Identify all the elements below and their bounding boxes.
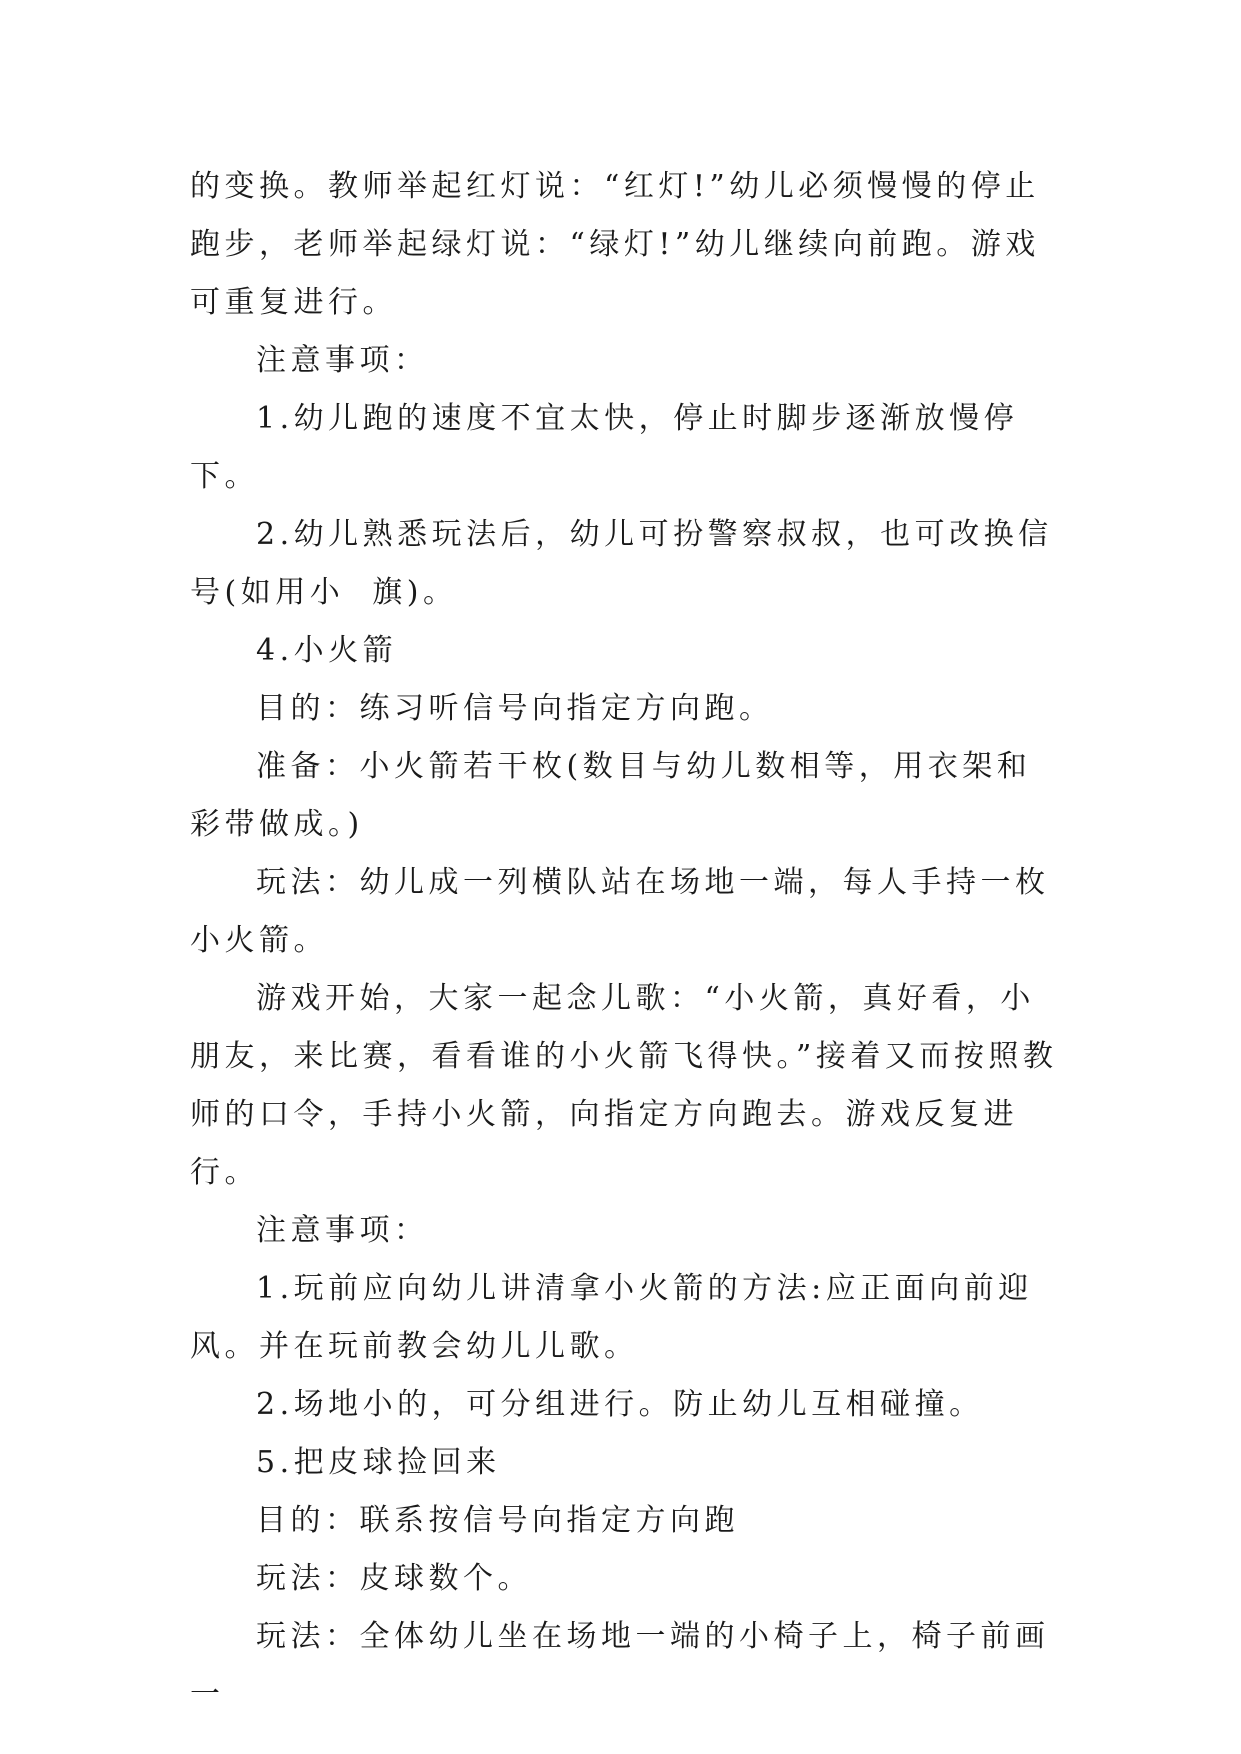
- paragraph: 目的：练习听信号向指定方向跑。: [256, 691, 774, 726]
- paragraph: 玩法：全体幼儿坐在场地一端的小椅子上，椅子前画一: [190, 1619, 1050, 1712]
- section-heading: 5.把皮球捡回来: [256, 1445, 501, 1480]
- note-item: 2.幼儿熟悉玩法后，幼儿可扮警察叔叔，也可改换信号(如用小 旗)。: [190, 517, 1053, 610]
- note-item: 1.幼儿跑的速度不宜太快，停止时脚步逐渐放慢停下。: [190, 401, 1019, 494]
- note-item: 2.场地小的，可分组进行。防止幼儿互相碰撞。: [256, 1387, 984, 1422]
- paragraph: 玩法：皮球数个。: [256, 1561, 532, 1596]
- section-heading: 4.小火箭: [256, 633, 398, 668]
- document-body: [190, 158, 1060, 1724]
- paragraph: 玩法：幼儿成一列横队站在场地一端，每人手持一枚小火箭。: [190, 865, 1050, 958]
- paragraph-continuation: 的变换。教师举起红灯说：“红灯!”幼儿必须慢慢的停止跑步，老师举起绿灯说：“绿灯!”幼儿继续向前跑。游戏可重复进行。: [190, 169, 1040, 320]
- notes-label: 注意事项：: [256, 1213, 429, 1248]
- paragraph: 游戏开始，大家一起念儿歌：“小火箭，真好看，小朋友，来比赛，看看谁的小火箭飞得快。”接着又而按照教师的口令，手持小火箭，向指定方向跑去。游戏反复进行。: [190, 981, 1058, 1190]
- paragraph: 目的：联系按信号向指定方向跑: [256, 1503, 739, 1538]
- notes-label: 注意事项：: [256, 343, 429, 378]
- note-item: 1.玩前应向幼儿讲清拿小火箭的方法:应正面向前迎风。并在玩前教会幼儿儿歌。: [190, 1271, 1033, 1364]
- paragraph: 准备：小火箭若干枚(数目与幼儿数相等，用衣架和彩带做成。): [190, 749, 1032, 842]
